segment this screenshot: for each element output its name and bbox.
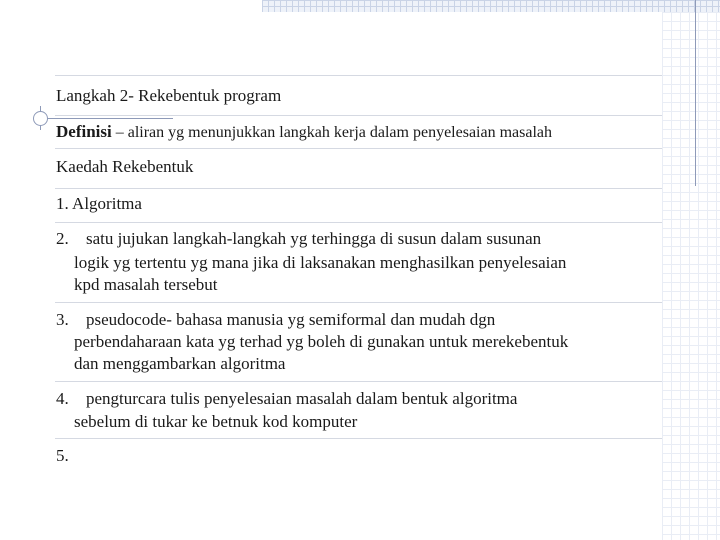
list-item-2-number: 2. — [56, 229, 69, 248]
list-item-3-line-3: dan menggambarkan algoritma — [74, 354, 286, 373]
decorative-grid-top — [262, 0, 720, 12]
decorative-grid-right — [662, 12, 720, 540]
list-item-4-number: 4. — [56, 389, 69, 408]
list-item-2-line-1 — [56, 229, 541, 249]
list-item-4-text: pengturcara tulis penyelesaian masalah dalam bentuk algoritma — [86, 389, 518, 408]
separator — [55, 148, 662, 149]
slide-heading: Langkah 2- Rekebentuk program — [56, 86, 282, 105]
separator — [55, 222, 662, 223]
decorative-vertical-rule — [695, 0, 696, 186]
decorative-horizontal-rule — [40, 118, 173, 119]
separator — [55, 381, 662, 382]
definition-text: – aliran yg menunjukkan langkah kerja dalam penyelesaian masalah — [111, 124, 553, 141]
list-item-2-text: satu jujukan langkah-langkah yg terhingga di susun dalam susunan — [86, 229, 542, 248]
list-item-2-line-2: logik yg tertentu yg mana jika di laksanakan menghasilkan penyelesaian — [74, 253, 567, 272]
definition-term: Definisi — [56, 122, 112, 141]
list-item-3-line-1 — [56, 310, 495, 330]
list-item-3-text: pseudocode- bahasa manusia yg semiformal dan mudah dgn — [86, 310, 496, 329]
list-item-1-label: 1. Algoritma — [56, 194, 142, 213]
list-item-2-line-3: kpd masalah tersebut — [74, 275, 218, 294]
list-item-3-number: 3. — [56, 310, 69, 329]
decorative-circle-icon — [33, 111, 48, 126]
separator — [55, 115, 662, 116]
separator-top — [55, 75, 662, 76]
definition-line — [56, 122, 552, 143]
section-title: Kaedah Rekebentuk — [56, 157, 194, 176]
list-item-4-line-2: sebelum di tukar ke betnuk kod komputer — [74, 412, 358, 431]
list-item-3-line-2: perbendaharaan kata yg terhad yg boleh di gunakan untuk merekebentuk — [74, 332, 569, 351]
separator — [55, 188, 662, 189]
separator — [55, 302, 662, 303]
list-item-4-line-1 — [56, 389, 517, 409]
separator — [55, 438, 662, 439]
list-item-5-number: 5. — [56, 446, 69, 465]
